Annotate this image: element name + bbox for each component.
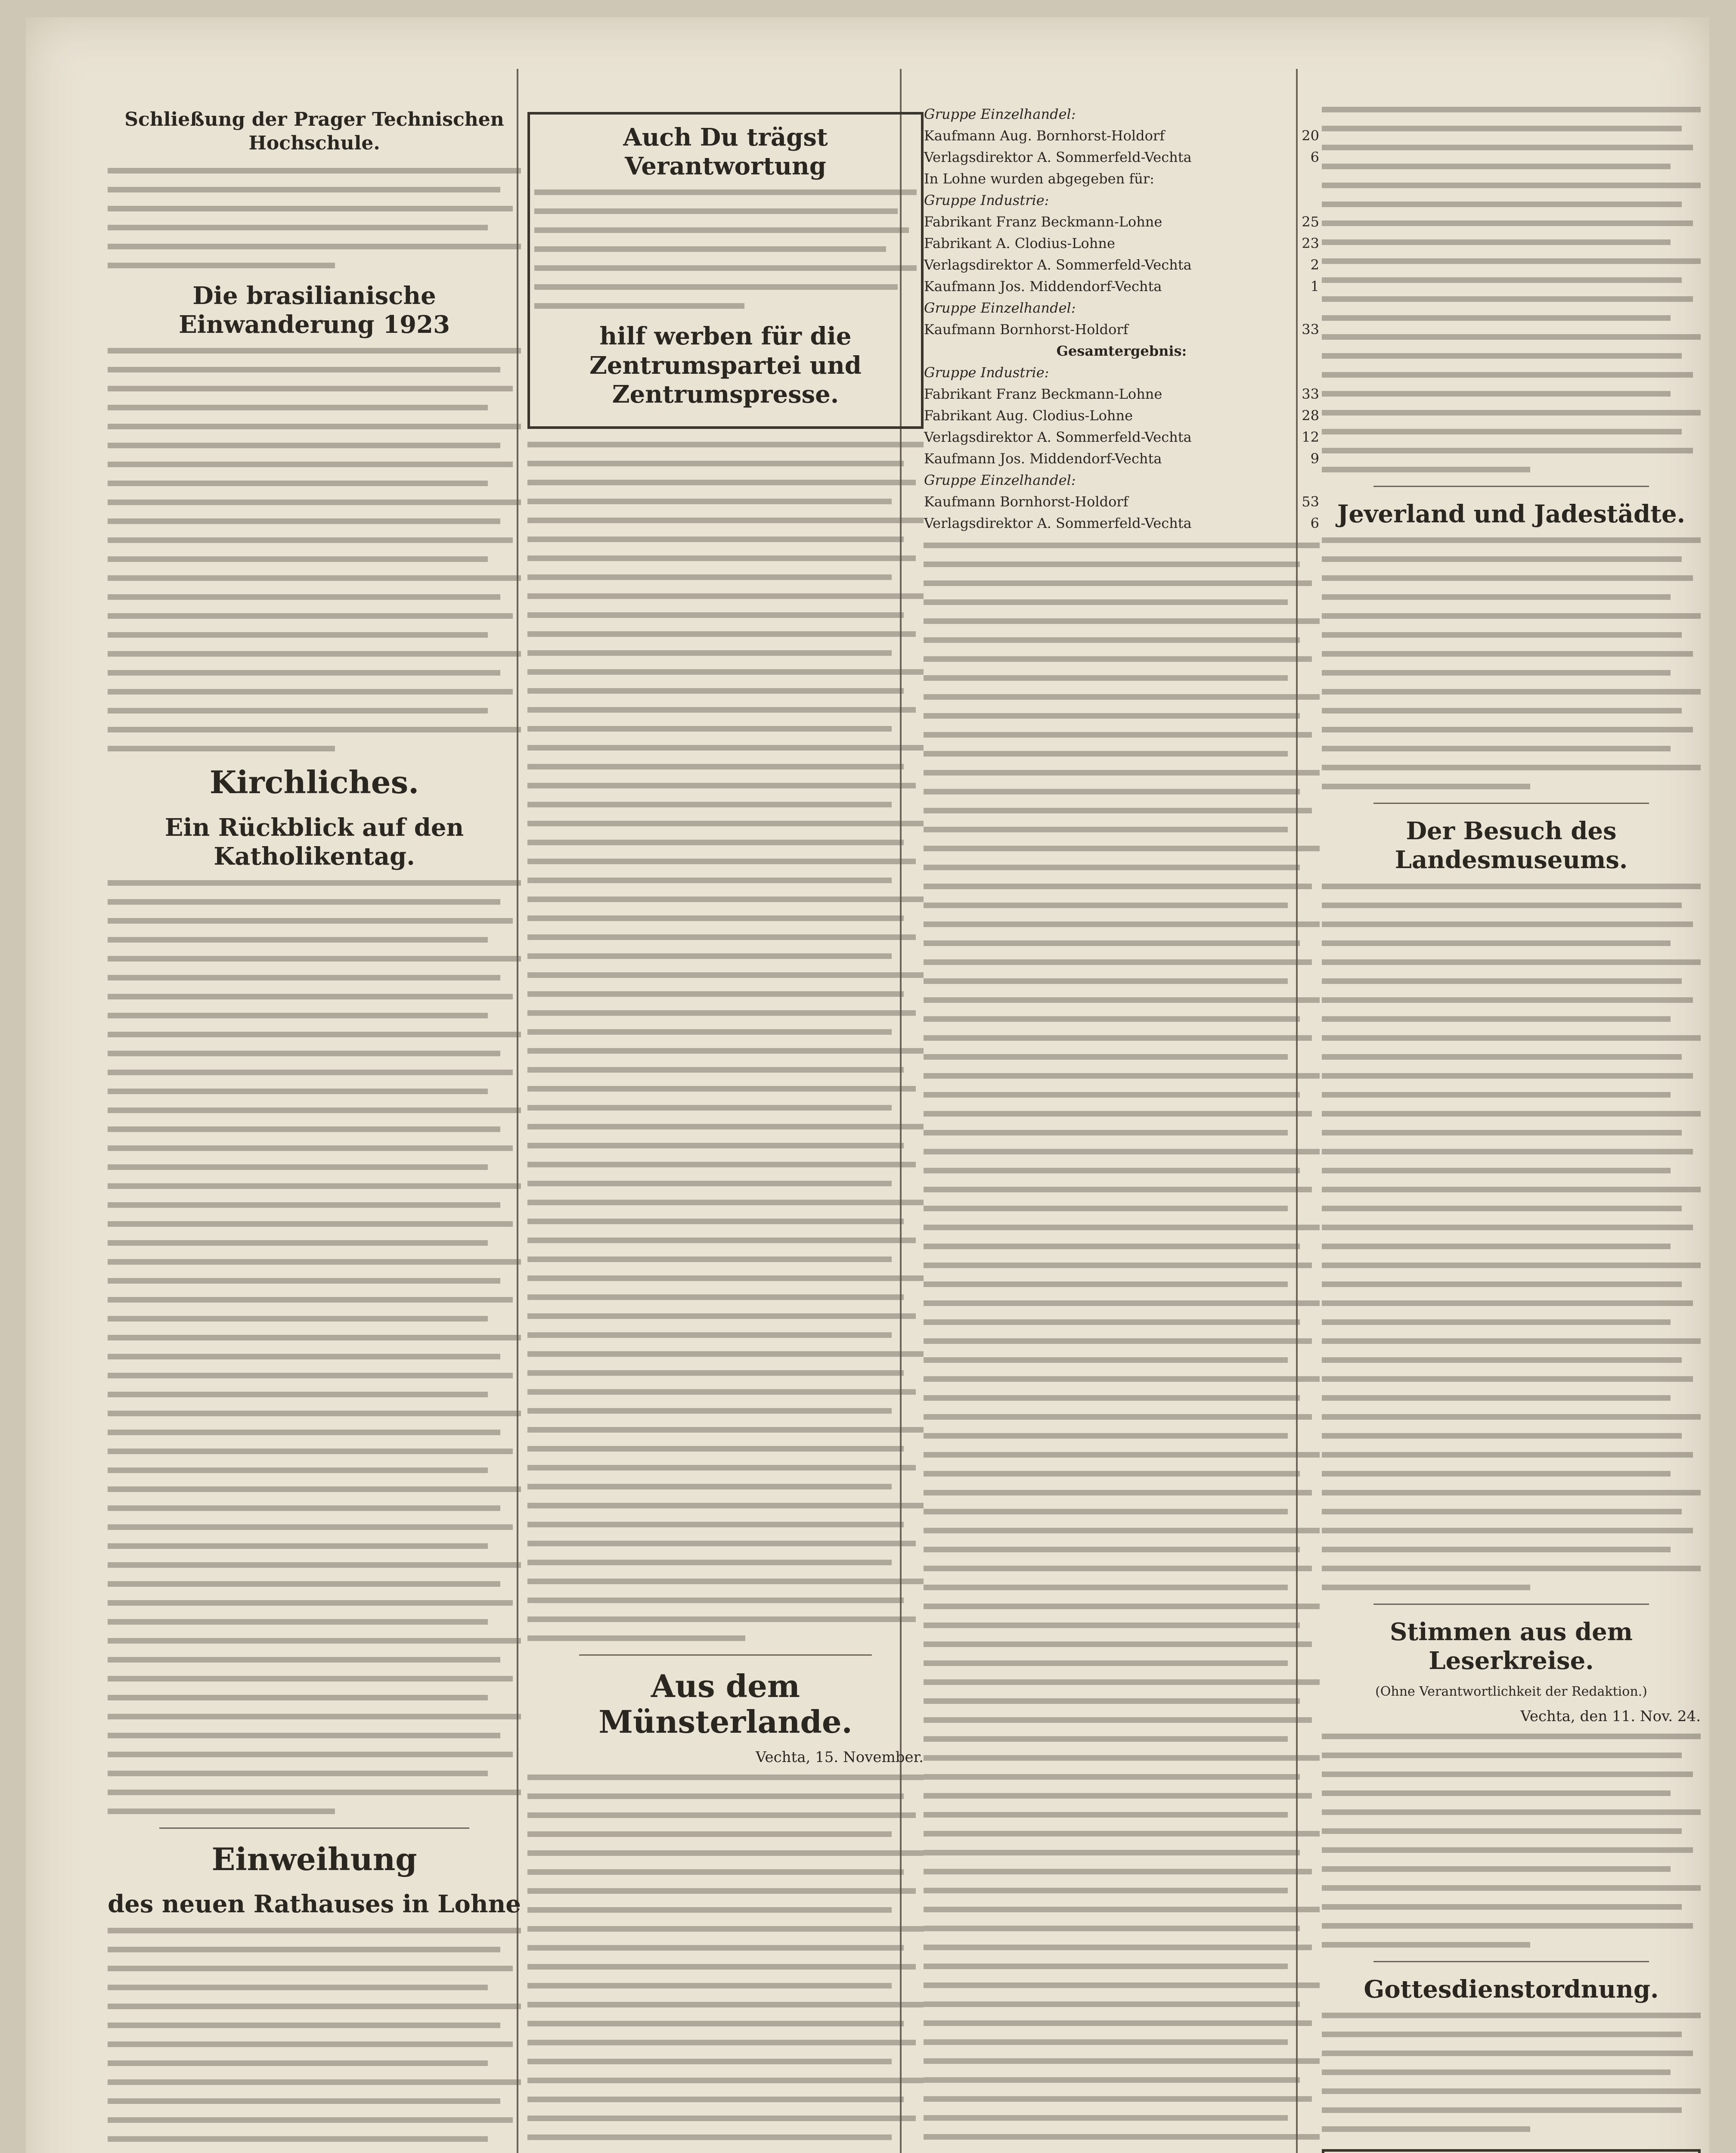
group-label: Gruppe Industrie: bbox=[924, 364, 1049, 381]
table-row: Kaufmann Jos. Middendorf-Vechta 1 bbox=[924, 278, 1319, 295]
subheadline-katholikentag: Ein Rückblick auf den Katholikentag. bbox=[164, 813, 464, 871]
divider bbox=[1373, 803, 1649, 804]
divider bbox=[159, 1827, 469, 1829]
headline-landesmuseum: Der Besuch des Landesmuseums. bbox=[1395, 817, 1628, 875]
divider bbox=[1373, 1604, 1649, 1605]
column-3 bbox=[924, 103, 1320, 2153]
headline-brasil: Die brasilianische Einwanderung 1923 bbox=[178, 282, 450, 339]
table-row: Fabrikant Franz Beckmann-Lohne 33 bbox=[924, 386, 1319, 402]
headline-jeverland: Jeverland und Jadestädte. bbox=[1337, 500, 1686, 528]
group-label: Gruppe Einzelhandel: bbox=[924, 472, 1076, 488]
table-row: Kaufmann Aug. Bornhorst-Holdorf 20 bbox=[924, 127, 1319, 144]
vote-table-continued bbox=[924, 103, 1320, 534]
table-row: Verlagsdirektor A. Sommerfeld-Vechta 6 bbox=[924, 515, 1319, 531]
article-text bbox=[108, 168, 521, 268]
article-text bbox=[108, 348, 521, 751]
article-text bbox=[1322, 537, 1701, 789]
table-row: Kaufmann Bornhorst-Holdorf 53 bbox=[924, 493, 1319, 510]
election-notice bbox=[1322, 2149, 1701, 2153]
article-text bbox=[1322, 2013, 1701, 2132]
headline-verantwortung: Auch Du trägst Verantwortung bbox=[623, 123, 828, 181]
table-row: Fabrikant Franz Beckmann-Lohne 25 bbox=[924, 214, 1319, 230]
article-text bbox=[1322, 1734, 1701, 1948]
divider bbox=[1373, 1961, 1649, 1962]
column-1 bbox=[108, 103, 521, 2153]
headline-einweihung: Einweihung bbox=[211, 1840, 417, 1877]
article-text bbox=[527, 442, 924, 1641]
boxed-appeal bbox=[527, 112, 924, 429]
table-row: Verlagsdirektor A. Sommerfeld-Vechta 6 bbox=[924, 149, 1319, 165]
newspaper-page bbox=[26, 17, 1709, 2153]
article-text bbox=[1322, 884, 1701, 1590]
headline-leserkreise: Stimmen aus dem Leserkreise. bbox=[1390, 1617, 1633, 1675]
table-row: Kaufmann Bornhorst-Holdorf 33 bbox=[924, 321, 1319, 338]
gesamt-label: Gesamtergebnis: bbox=[1056, 343, 1187, 359]
dateline-leser: Vechta, den 11. Nov. 24. bbox=[1520, 1707, 1701, 1725]
dateline-vechta: Vechta, 15. November. bbox=[756, 1748, 924, 1766]
divider bbox=[579, 1654, 872, 1656]
headline-zentrum: hilf werben für die Zentrumspartei und Zentrumspresse. bbox=[589, 322, 862, 409]
article-text bbox=[924, 543, 1320, 2153]
table-row: Kaufmann Jos. Middendorf-Vechta 9 bbox=[924, 450, 1319, 467]
article-text bbox=[108, 1928, 521, 2153]
article-text bbox=[1322, 107, 1701, 472]
group-label: Gruppe Industrie: bbox=[924, 192, 1049, 208]
headline-prager: Schließung der Prager Technischen Hochschule. bbox=[124, 109, 504, 154]
article-text bbox=[527, 1775, 924, 2153]
column-4 bbox=[1322, 103, 1701, 2153]
table-row: Fabrikant Aug. Clodius-Lohne 28 bbox=[924, 407, 1319, 424]
table-row: Verlagsdirektor A. Sommerfeld-Vechta 2 bbox=[924, 257, 1319, 273]
article-text bbox=[534, 189, 917, 309]
subheadline-rathaus: des neuen Rathauses in Lohne bbox=[108, 1890, 521, 1919]
table-row: Fabrikant A. Clodius-Lohne 23 bbox=[924, 235, 1319, 251]
column-2 bbox=[527, 103, 924, 2153]
lohne-line: In Lohne wurden abgegeben für: bbox=[924, 171, 1154, 187]
headline-kirchliches: Kirchliches. bbox=[209, 764, 419, 801]
group-label: Gruppe Einzelhandel: bbox=[924, 106, 1076, 122]
editorial-note: (Ohne Verantwortlichkeit der Redaktion.) bbox=[1375, 1684, 1647, 1699]
headline-muensterlande: Aus dem Münsterlande. bbox=[598, 1667, 852, 1740]
divider bbox=[1373, 486, 1649, 487]
article-text bbox=[108, 880, 521, 1814]
table-row: Verlagsdirektor A. Sommerfeld-Vechta 12 bbox=[924, 429, 1319, 445]
group-label: Gruppe Einzelhandel: bbox=[924, 300, 1076, 316]
headline-gottesdienst: Gottesdienstordnung. bbox=[1364, 1975, 1659, 2004]
